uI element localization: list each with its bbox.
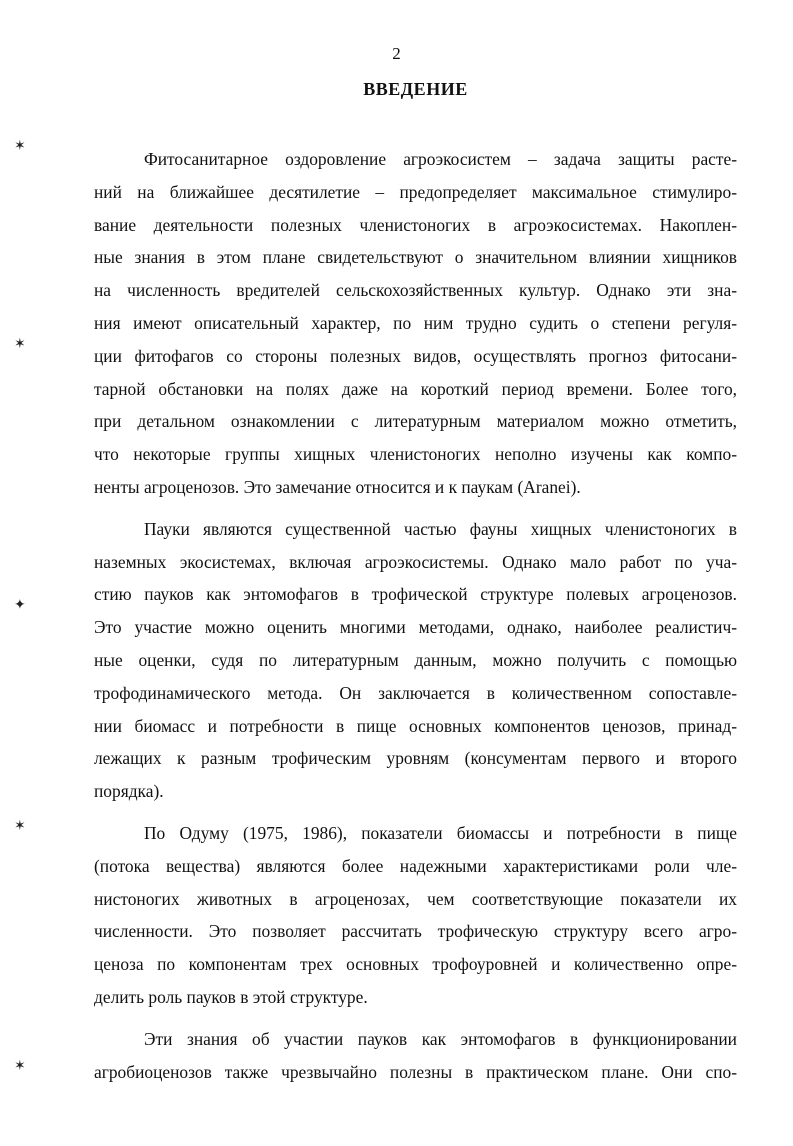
section-heading: ВВЕДЕНИЕ <box>363 79 468 99</box>
text-line: трофодинамического метода. Он заключается в количественном сопоставле- <box>94 682 737 703</box>
text-line: при детальном ознакомлении с литературным материалом можно отметить, <box>94 411 737 432</box>
text-line: (потока вещества) являются более надежными характеристиками роли чле- <box>94 855 737 876</box>
text-line: нии биомасс и потребности в пище основных компонентов ценозов, принад- <box>94 715 737 736</box>
text-line: тарной обстановки на полях даже на короткий период времени. Более того, <box>94 378 737 399</box>
text-line: ные знания в этом плане свидетельствуют о значительном влиянии хищников <box>94 247 737 268</box>
text-line: Это участие можно оценить многими методами, однако, наиболее реалистич- <box>94 617 737 638</box>
text-line: численности. Это позволяет рассчитать трофическую структуру всего агро- <box>94 921 737 942</box>
text-line: ценоза по компонентам трех основных трофоуровней и количественно опре- <box>94 954 737 975</box>
text-line: лежащих к разным трофическим уровням (консументам первого и второго <box>94 748 737 769</box>
text-line: нистоногих животных в агроценозах, чем соответствующие показатели их <box>94 888 737 909</box>
text-line: ные оценки, судя по литературным данным, можно получить с помощью <box>94 649 737 670</box>
text-line: вание деятельности полезных членистоногих в агроэкосистемах. Накоплен- <box>94 214 737 235</box>
text-line: Эти знания об участии пауков как энтомофагов в функционировании <box>144 1028 737 1049</box>
text-line: Пауки являются существенной частью фауны хищных членистоногих в <box>144 518 737 539</box>
text-line: на численность вредителей сельскохозяйственных культур. Однако эти зна- <box>94 280 737 301</box>
text-line: ния имеют описательный характер, по ним трудно судить о степени регуля- <box>94 312 737 333</box>
scan-artifact-mark: ✶ <box>14 818 26 834</box>
text-line: ний на ближайшее десятилетие – предопределяет максимальное стимулиро- <box>94 181 737 202</box>
text-line: Фитосанитарное оздоровление агроэкосистем – задача защиты расте- <box>144 149 737 169</box>
text-line: что некоторые группы хищных членистоногих неполно изучены как компо- <box>94 444 737 465</box>
paragraph <box>94 143 737 504</box>
text-line: ненты агроценозов. Это замечание относится и к паукам (Aranei). <box>94 476 581 497</box>
paragraph <box>94 817 737 1014</box>
page-number: 2 <box>392 44 401 63</box>
body-text <box>94 143 737 1088</box>
text-line: По Одуму (1975, 1986), показатели биомассы и потребности в пище <box>144 822 737 843</box>
scan-artifact-mark: ✶ <box>14 138 26 154</box>
scan-artifact-mark: ✦ <box>14 597 26 613</box>
text-line: делить роль пауков в этой структуре. <box>94 986 368 1007</box>
text-line: наземных экосистемах, включая агроэкосистемы. Однако мало работ по уча- <box>94 551 737 572</box>
paragraph <box>94 1023 737 1089</box>
text-line: ции фитофагов со стороны полезных видов, осуществлять прогноз фитосани- <box>94 345 737 366</box>
paragraph <box>94 513 737 808</box>
text-line: порядка). <box>94 781 164 802</box>
text-line: стию пауков как энтомофагов в трофической структуре полевых агроценозов. <box>94 584 737 605</box>
text-line: агробиоценозов также чрезвычайно полезны в практическом плане. Они спо- <box>94 1061 737 1082</box>
scan-artifact-mark: ✶ <box>14 1058 26 1074</box>
scan-artifact-mark: ✶ <box>14 336 26 352</box>
